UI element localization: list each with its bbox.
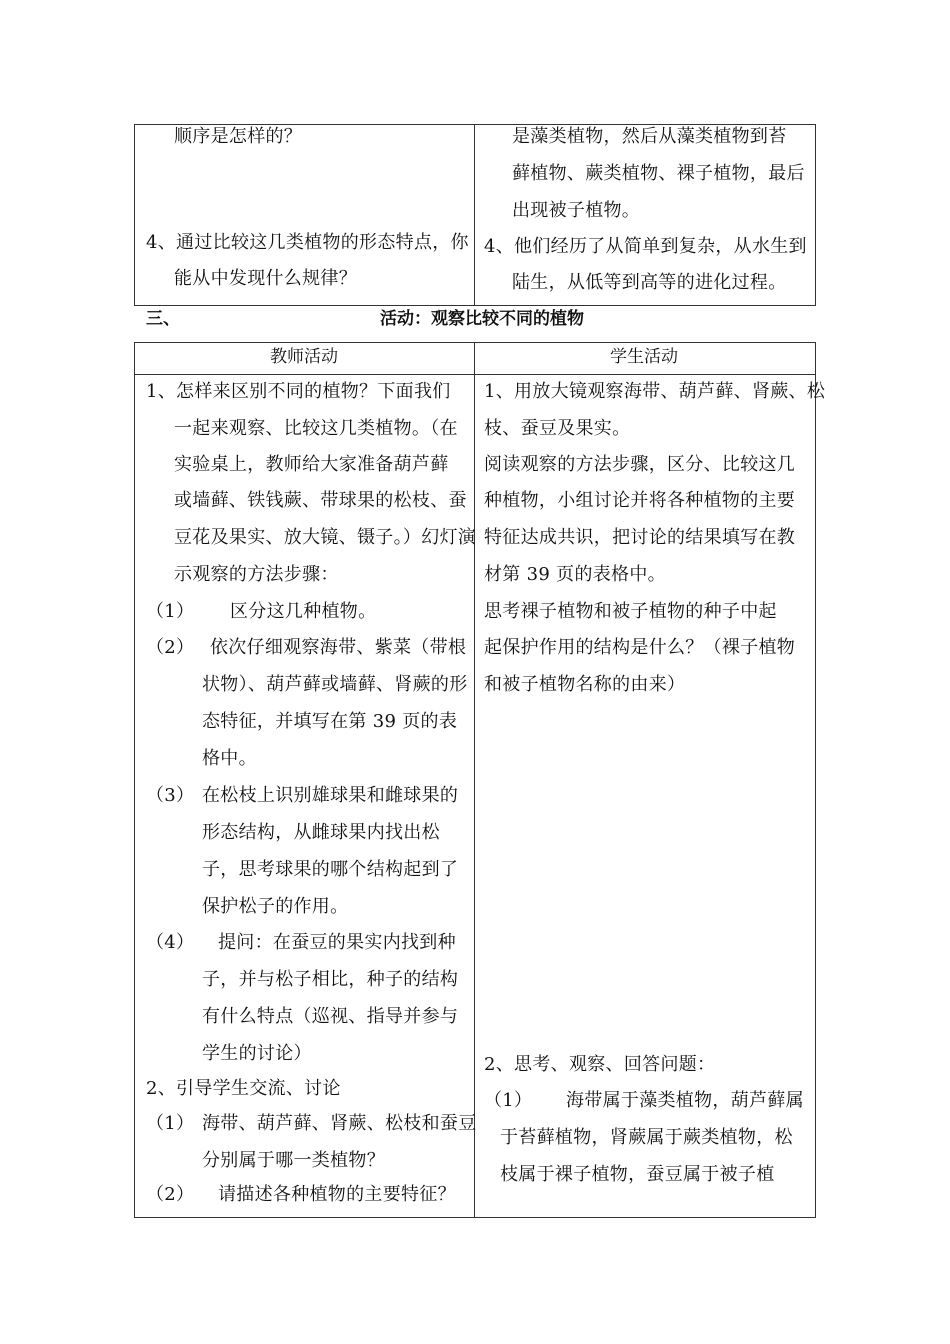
teacher-line: 形态结构，从雌球果内找出松 bbox=[202, 822, 440, 843]
teacher-step-number: （2） bbox=[146, 1184, 195, 1205]
student-line: 思考裸子植物和被子植物的种子中起 bbox=[484, 601, 777, 622]
teacher-line: 有什么特点（巡视、指导并参与 bbox=[202, 1006, 459, 1027]
header-teacher-activity: 教师活动 bbox=[270, 347, 338, 367]
student-line: 海带属于藻类植物，葫芦藓属 bbox=[566, 1090, 804, 1111]
teacher-step-number: （1） bbox=[146, 1113, 195, 1134]
teacher-line: 分别属于哪一类植物？ bbox=[202, 1150, 385, 1171]
teacher-line: 保护松子的作用。 bbox=[202, 896, 349, 917]
student-step-number: （1） bbox=[484, 1090, 533, 1111]
student-line: 于苔藓植物，肾蕨属于蕨类植物，松 bbox=[500, 1127, 793, 1148]
teacher-line: 格中。 bbox=[202, 748, 257, 769]
top-right-line: 4、他们经历了从简单到复杂，从水生到 bbox=[484, 236, 807, 257]
teacher-line: 态特征，并填写在第 39 页的表 bbox=[202, 711, 458, 732]
teacher-line: 在松枝上识别雄球果和雌球果的 bbox=[202, 785, 459, 806]
top-left-line: 顺序是怎样的？ bbox=[174, 126, 303, 147]
teacher-line: 或墙藓、铁钱蕨、带球果的松枝、蚕 bbox=[174, 490, 467, 511]
student-line: 特征达成共识，把讨论的结果填写在教 bbox=[484, 527, 796, 548]
teacher-step-number: （1） bbox=[146, 601, 195, 622]
teacher-line: 豆花及果实、放大镜、镊子。）幻灯演 bbox=[174, 527, 477, 548]
top-right-line: 出现被子植物。 bbox=[512, 200, 641, 221]
student-line: 枝、蚕豆及果实。 bbox=[484, 418, 631, 439]
student-line: 2、思考、观察、回答问题： bbox=[484, 1054, 716, 1075]
teacher-line: 学生的讨论） bbox=[202, 1043, 312, 1064]
teacher-line: 1、怎样来区别不同的植物？下面我们 bbox=[146, 381, 451, 402]
top-table-divider bbox=[474, 124, 475, 306]
activity-table-header-rule bbox=[134, 374, 816, 375]
teacher-line: 区分这几种植物。 bbox=[230, 601, 377, 622]
header-student-activity: 学生活动 bbox=[610, 347, 678, 367]
teacher-step-number: （2） bbox=[146, 637, 195, 658]
top-right-line: 是藻类植物，然后从藻类植物到苔 bbox=[512, 126, 787, 147]
activity-table-divider bbox=[474, 342, 475, 1218]
student-line: 种植物，小组讨论并将各种植物的主要 bbox=[484, 490, 796, 511]
top-right-line: 陆生，从低等到高等的进化过程。 bbox=[512, 272, 787, 293]
teacher-step-number: （4） bbox=[146, 932, 195, 953]
teacher-line: 2、引导学生交流、讨论 bbox=[146, 1078, 341, 1099]
top-left-line: 能从中发现什么规律？ bbox=[174, 268, 357, 289]
top-left-line: 4、通过比较这几类植物的形态特点，你 bbox=[146, 232, 469, 253]
teacher-line: 子，思考球果的哪个结构起到了 bbox=[202, 859, 459, 880]
teacher-line: 提问：在蚕豆的果实内找到种 bbox=[218, 932, 456, 953]
student-line: 阅读观察的方法步骤，区分、比较这几 bbox=[484, 454, 796, 475]
teacher-line: 子，并与松子相比，种子的结构 bbox=[202, 969, 459, 990]
student-line: 起保护作用的结构是什么？（裸子植物 bbox=[484, 637, 796, 658]
teacher-line: 海带、葫芦藓、肾蕨、松枝和蚕豆 bbox=[202, 1113, 477, 1134]
teacher-line: 实验桌上，教师给大家准备葫芦藓 bbox=[174, 454, 449, 475]
student-line: 1、用放大镜观察海带、葫芦藓、肾蕨、松 bbox=[484, 381, 826, 402]
section-number: 三、 bbox=[146, 309, 180, 329]
section-title: 活动：观察比较不同的植物 bbox=[380, 309, 584, 329]
teacher-line: 请描述各种植物的主要特征？ bbox=[218, 1184, 456, 1205]
teacher-line: 状物）、葫芦藓或墙藓、肾蕨的形 bbox=[202, 674, 468, 695]
student-line: 和被子植物名称的由来） bbox=[484, 674, 686, 695]
teacher-line: 一起来观察、比较这几类植物。（在 bbox=[174, 418, 458, 439]
student-line: 材第 39 页的表格中。 bbox=[484, 564, 666, 585]
teacher-line: 示观察的方法步骤： bbox=[174, 564, 339, 585]
student-line: 枝属于裸子植物，蚕豆属于被子植 bbox=[500, 1164, 775, 1185]
top-right-line: 藓植物、蕨类植物、裸子植物，最后 bbox=[512, 163, 805, 184]
teacher-line: 依次仔细观察海带、紫菜（带根 bbox=[210, 637, 467, 658]
teacher-step-number: （3） bbox=[146, 785, 195, 806]
